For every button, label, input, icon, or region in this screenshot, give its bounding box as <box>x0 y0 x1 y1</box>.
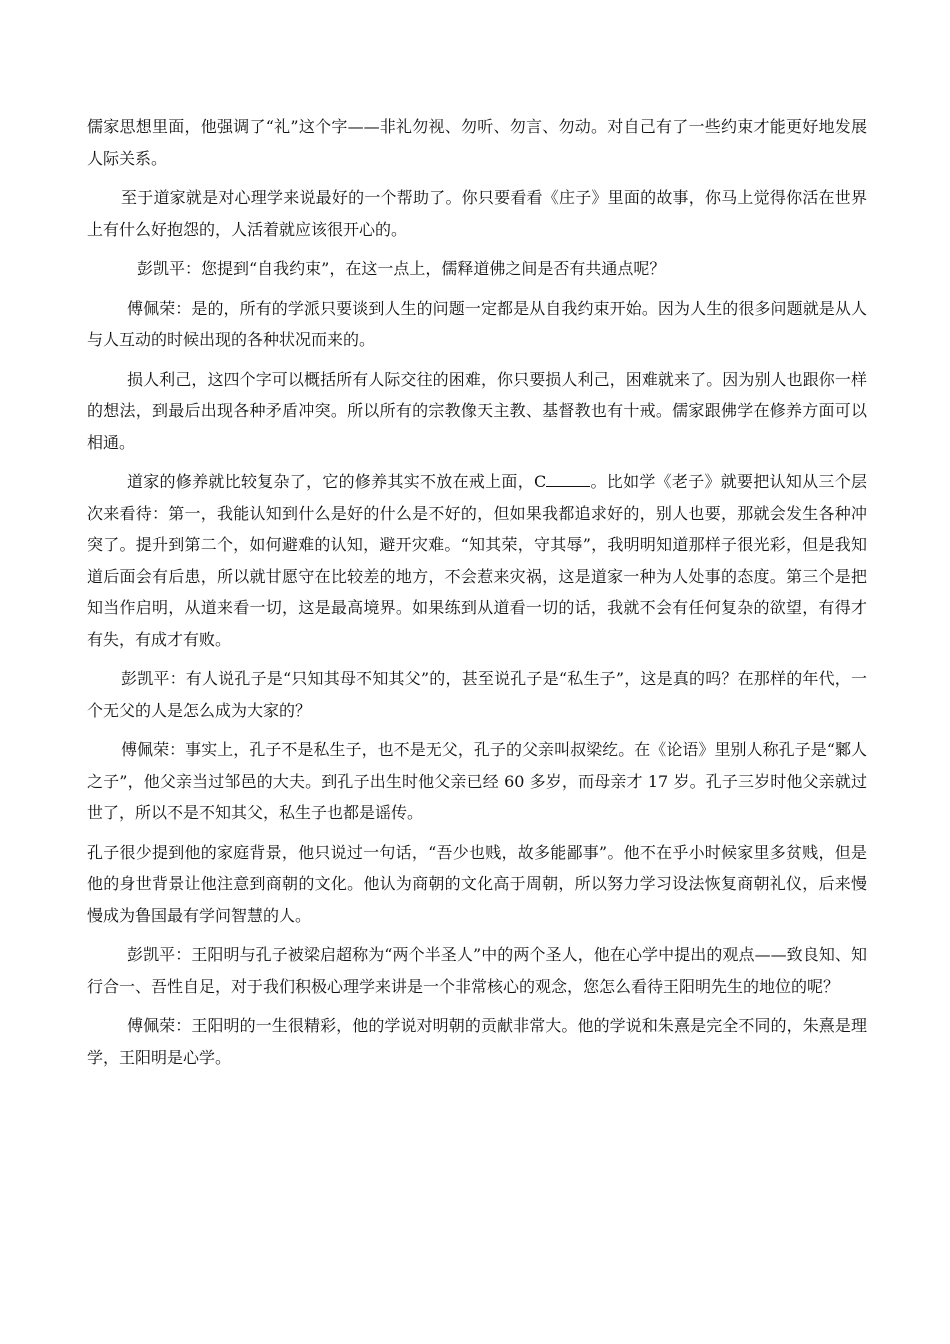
paragraph-confucian-rites: 儒家思想里面，他强调了“礼”这个字——非礼勿视、勿听、勿言、勿动。对自己有了一些约束才能更好地发展人际关系。 <box>87 117 867 168</box>
paragraph-confucius-background: 孔子很少提到他的家庭背景，他只说过一句话，“吾少也贱，故多能鄙事”。他不在乎小时候家里多贫贱，但是他的身世背景让他注意到商朝的文化。他认为商朝的文化高于周朝，所以努力学习设法恢复商朝礼仪，后来慢慢成为鲁国最有学问智慧的人。 <box>87 842 867 925</box>
document-page <box>87 111 867 1081</box>
paragraph-taoist-cultivation <box>87 466 867 655</box>
paragraph-answer-confucius-father: 傅佩荣：事实上，孔子不是私生子，也不是无父，孔子的父亲叫叔梁纥。在《论语》里别人称孔子是“鄹人之子”，他父亲当过邹邑的大夫。到孔子出生时他父亲已经 60 多岁，而母亲才 17 岁。孔子三岁时他父亲就过世了，所以不是不知其父，私生子也都是谣传。 <box>87 740 867 822</box>
fill-blank-line <box>546 470 590 487</box>
paragraph-text-before-blank: 道家的修养就比较复杂了，它的修养其实不放在戒上面， <box>127 472 534 491</box>
paragraph-answer-self-restraint: 傅佩荣：是的，所有的学派只要谈到人生的问题一定都是从自我约束开始。因为人生的很多问题就是从人与人互动的时候出现的各种状况而来的。 <box>87 298 867 349</box>
fill-blank-label: C <box>533 472 547 491</box>
paragraph-question-self-restraint: 彭凯平：您提到“自我约束”，在这一点上，儒释道佛之间是否有共通点呢？ <box>137 259 666 278</box>
paragraph-taoism-psychology: 至于道家就是对心理学来说最好的一个帮助了。你只要看看《庄子》里面的故事，你马上觉得你活在世界上有什么好抱怨的，人活着就应该很开心的。 <box>87 188 867 239</box>
paragraph-question-wang-yangming: 彭凯平：王阳明与孔子被梁启超称为“两个半圣人”中的两个圣人，他在心学中提出的观点——致良知、知行合一、吾性自足，对于我们积极心理学来讲是一个非常核心的观念，您怎么看待王阳明先生的地位的呢？ <box>87 945 867 996</box>
paragraph-harm-others: 损人利己，这四个字可以概括所有人际交往的困难，你只要损人利己，困难就来了。因为别人也跟你一样的想法，到最后出现各种矛盾冲突。所以所有的宗教像天主教、基督教也有十戒。儒家跟佛学在修养方面可以相通。 <box>87 369 867 452</box>
paragraph-answer-wang-yangming: 傅佩荣：王阳明的一生很精彩，他的学说对明朝的贡献非常大。他的学说和朱熹是完全不同的，朱熹是理学，王阳明是心学。 <box>87 1016 867 1067</box>
paragraph-question-confucius-father: 彭凯平：有人说孔子是“只知其母不知其父”的，甚至说孔子是“私生子”，这是真的吗？在那样的年代，一个无父的人是怎么成为大家的？ <box>87 669 867 720</box>
paragraph-text-after-blank: 。比如学《老子》就要把认知从三个层次来看待：第一，我能认知到什么是好的什么是不好的，但如果我都追求好的，别人也要，那就会发生各种冲突了。提升到第二个，如何避难的认知，避开灾难。“知其荣，守其辱”，我明明知道那样子很光彩，但是我知道后面会有后患，所以就甘愿守在比较差的地方，不会惹来灾祸，这是道家一种为人处事的态度。第三个是把知当作启明，从道来看一切，这是最高境界。如果练到从道看一切的话，我就不会有任何复杂的欲望，有得才有失，有成才有败。 <box>87 472 867 649</box>
